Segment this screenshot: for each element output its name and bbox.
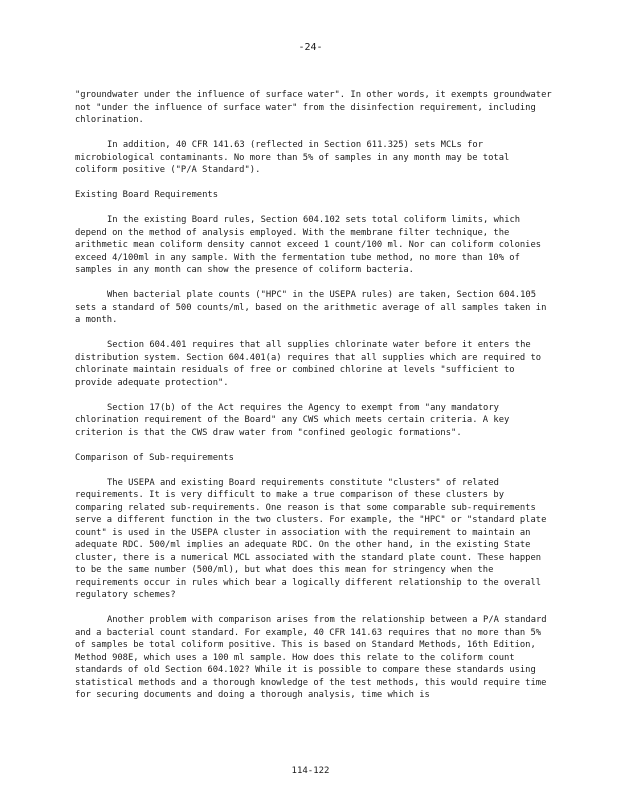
section-heading: Comparison of Sub-requirements <box>75 452 234 463</box>
page-number: -24- <box>298 42 323 53</box>
paragraph: In addition, 40 CFR 141.63 (reflected in Section 611.325) sets MCLs for microbiological contaminants. No more than 5% of samples in any month may be total coliform positive ("P/A Standard"). <box>75 140 510 175</box>
page-footer: 114-122 <box>291 766 330 776</box>
section-heading: Existing Board Requirements <box>75 190 218 200</box>
body-text <box>75 89 555 714</box>
paragraph: Section 17(b) of the Act requires the Agency to exempt from "any mandatory chlorination requirement of the Board" any CWS which meets certain criteria. A key criterion is that the CWS draw water from "confined geologic formations". <box>75 402 510 438</box>
paragraph: Section 604.401 requires that all supplies chlorinate water before it enters the distribution system. Section 604.401(a) requires that all supplies which are required to chlorinate maintain residuals of free or combined chlorine at levels "sufficient to provide adequate protection". <box>75 340 542 388</box>
paragraph: "groundwater under the influence of surface water". In other words, it exempts groundwater not "under the influence of surface water" from the disinfection requirement, including chlorination. <box>75 90 552 125</box>
paragraph: In the existing Board rules, Section 604.102 sets total coliform limits, which depend on the method of analysis employed. With the membrane filter technique, the arithmetic mean coliform density cannot exceed 1 count/100 ml. Nor can coliform colonies exceed 4/100ml in any sample. With the fermentation tube method, no more than 10% of samples in any month can show the presence of coliform bacteria. <box>75 215 542 275</box>
paragraph: When bacterial plate counts ("HPC" in the USEPA rules) are taken, Section 604.105 sets a standard of 500 counts/ml, based on the arithmetic average of all samples taken in a month. <box>75 290 547 325</box>
paragraph: The USEPA and existing Board requirements constitute "clusters" of related requirements. It is very difficult to make a true comparison of these clusters by comparing related sub-requirements. One reason is that some comparable sub-requirements serve a different function in the two clusters. For example, the "HPC" or "standard plate count" is used in the USEPA cluster in association with the requirement to maintain an adequate RDC. 500/ml implies an adequate RDC. On the other hand, in the existing State cluster, there is a numerical MCL associated with the standard plate count. These happen to be the same number (500/ml), but what does this mean for stringency when the requirements occur in rules which bear a logically different relationship to the overall regulatory schemes? <box>75 477 547 600</box>
paragraph: Another problem with comparison arises from the relationship between a P/A standard and a bacterial count standard. For example, 40 CFR 141.63 requires that no more than 5% of samples be total coliform positive. This is based on Standard Methods, 16th Edition, Method 908E, which uses a 100 ml sample. How does this relate to the coliform count standards of old Section 604.102? While it is possible to compare these standards using statistical methods and a thorough knowledge of the test methods, this would require time for securing documents and doing a thorough analysis, time which is <box>75 615 547 700</box>
